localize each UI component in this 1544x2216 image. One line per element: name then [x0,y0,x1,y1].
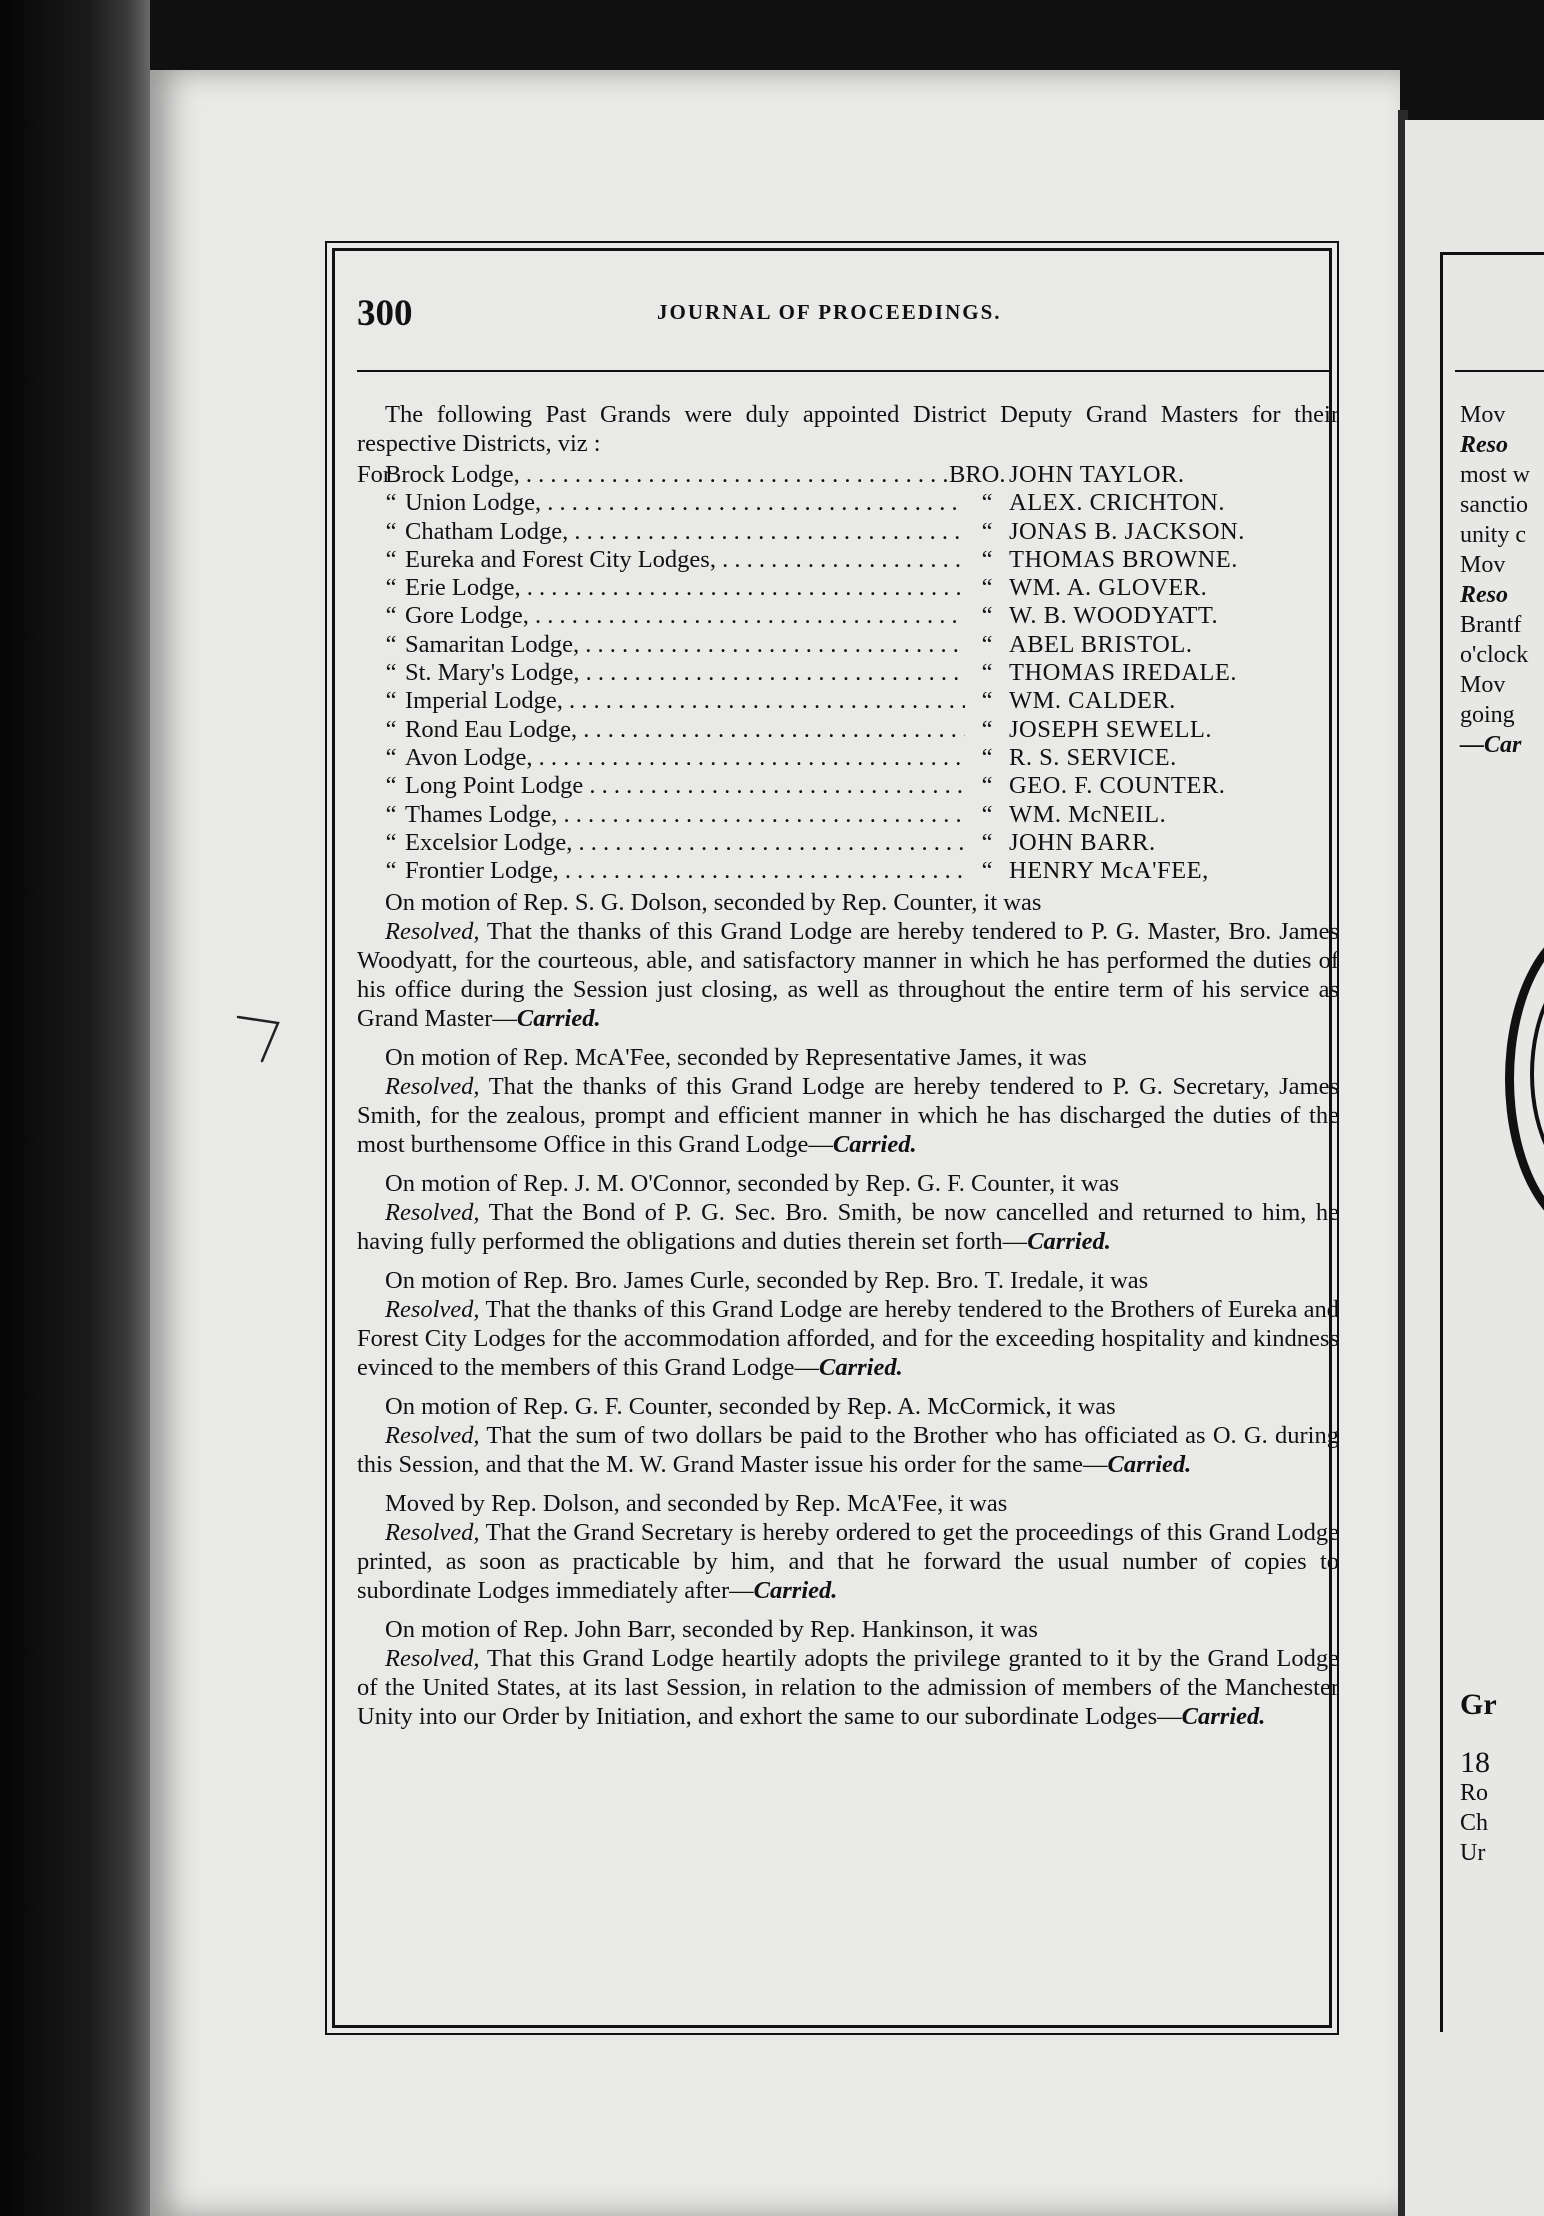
lodge-name: Long Point Lodge . . . [405,771,965,800]
lodge-name: Thames Lodge, . . . [405,800,965,829]
facing-page-spacer [1460,760,1530,1690]
ditto-mark: “ [981,489,993,517]
ditto-mark: “ [385,489,397,517]
motion-line: Moved by Rep. Dolson, and seconded by Rep. McA'Fee, it was [385,1490,1008,1518]
officer-name: JOHN BARR. [1009,828,1156,856]
ditto-mark: “ [981,743,993,771]
facing-page-line: sanctio [1460,492,1528,518]
resolution-paragraph [357,1644,1339,1731]
resolution-paragraph [357,1295,1339,1382]
list-item [357,488,1339,516]
lodge-name: Imperial Lodge, . . . [405,686,965,715]
officer-name: WM. A. GLOVER. [1009,574,1208,602]
ditto-mark: “ [981,574,993,602]
handwritten-margin-mark [230,1005,290,1065]
officer-name: THOMAS BROWNE. [1009,545,1238,573]
list-item [357,517,1339,545]
ditto-mark: “ [981,545,993,573]
facing-page-line: Brantf [1460,612,1522,638]
ditto-mark: “ [385,517,397,545]
facing-page-line: Ur [1460,1840,1486,1866]
ditto-mark: “ [981,715,993,743]
ditto-mark: “ [981,659,993,687]
ditto-mark: “ [385,857,397,885]
appointments-list [357,460,1339,884]
ditto-mark: “ [385,687,397,715]
page-number: 300 [357,293,413,334]
header-rule [357,370,1332,372]
officer-name: R. S. SERVICE. [1009,743,1177,771]
motion-line: On motion of Rep. J. M. O'Connor, seconded by Rep. G. F. Counter, it was [385,1170,1120,1198]
ditto-mark: “ [981,800,993,828]
resolution-text: That the thanks of this Grand Lodge are hereby tendered to P. G. Secretary, James Smith, for the zealous, prompt and efficient manner in which he has discharged the duties of the most burthensome Office in this Grand Lodge— [357,1073,1339,1159]
resolved-word: Resolved, [385,1519,480,1547]
facing-page-line: Reso [1460,582,1508,608]
officer-name: ABEL BRISTOL. [1009,630,1193,658]
motion-line: On motion of Rep. McA'Fee, seconded by Representative James, it was [385,1044,1087,1072]
facing-page-spacer [1460,1720,1530,1748]
lodge-prefix: For [357,461,392,488]
facing-page-frame-side [1440,252,1443,2032]
officer-name: W. B. WOODYATT. [1009,602,1219,630]
list-item [357,856,1339,884]
ditto-mark: “ [981,517,993,545]
facing-page-line: Mov [1460,672,1506,698]
facing-page-line: Reso [1460,432,1508,458]
scan-binding-edge [0,0,150,2216]
list-item [357,658,1339,686]
facing-page-line: Mov [1460,402,1506,428]
resolution-paragraph [357,1421,1339,1479]
officer-name: THOMAS IREDALE. [1009,659,1237,687]
resolved-word: Resolved, [385,1422,480,1450]
ditto-mark: “ [981,630,993,658]
resolved-word: Resolved, [385,1199,480,1227]
facing-page-line: Mov [1460,552,1506,578]
list-item [357,601,1339,629]
officer-name: ALEX. CRICHTON. [1009,489,1225,517]
facing-page-line: —Car [1460,732,1522,758]
ditto-mark: “ [385,574,397,602]
facing-page-line: Gr [1460,1688,1497,1721]
resolved-word: Resolved, [385,918,480,946]
officer-name: HENRY McA'FEE, [1009,857,1209,885]
resolution-paragraph [357,1072,1339,1159]
ditto-mark: “ [385,800,397,828]
motion-line: On motion of Rep. G. F. Counter, seconded by Rep. A. McCormick, it was [385,1393,1116,1421]
carried-word: Carried. [516,1005,601,1033]
resolution-text: That this Grand Lodge heartily adopts the privilege granted to it by the Grand Lodge of the United States, at its last Session, in relation to the admission of members of the Manchester Unity into our Order by Initiation, and exhort the same to our subordinate Lodges— [357,1645,1339,1731]
facing-page-line: unity c [1460,522,1526,548]
resolved-word: Resolved, [385,1645,480,1673]
motion-line: On motion of Rep. Bro. James Curle, seconded by Rep. Bro. T. Iredale, it was [385,1267,1149,1295]
list-item [357,573,1339,601]
resolution-paragraph [357,1198,1339,1256]
list-item [357,545,1339,573]
lodge-name: Samaritan Lodge, . . . [405,630,965,659]
carried-word: Carried. [1107,1451,1192,1479]
carried-word: Carried. [1181,1703,1266,1731]
list-item [357,743,1339,771]
lodge-name: Union Lodge, . . . [405,488,965,517]
officer-name: JOSEPH SEWELL. [1009,715,1212,743]
page-header [357,288,1332,338]
resolution-text: That the sum of two dollars be paid to the Brother who has officiated as O. G. during this Session, and that the M. W. Grand Master issue his order for the same— [357,1422,1339,1479]
resolved-word: Resolved, [385,1296,480,1324]
carried-word: Carried. [818,1354,903,1382]
officer-title: BRO. [949,461,1006,488]
lodge-name: Frontier Lodge, . . . [405,856,965,885]
list-item [357,460,1339,488]
facing-page-line: 18 [1460,1746,1490,1779]
intro-paragraph: The following Past Grands were duly appointed District Deputy Grand Masters for their respective Districts, viz : [357,401,1339,457]
resolution-text: That the thanks of this Grand Lodge are hereby tendered to P. G. Master, Bro. James Woodyatt, for the courteous, able, and satisfactory manner in which he has performed the duties of his office during the Session just closing, as well as throughout the entire term of his service as Grand Master— [357,918,1340,1033]
officer-name: JONAS B. JACKSON. [1009,517,1245,545]
resolution-text: That the thanks of this Grand Lodge are hereby tendered to the Brothers of Eureka and Forest City Lodges for the accommodation afforded, and for the exceeding hospitality and kindness evinced to the members of this Grand Lodge— [357,1296,1339,1382]
resolved-word: Resolved, [385,1073,480,1101]
list-item [357,771,1339,799]
ditto-mark: “ [981,772,993,800]
list-item [357,686,1339,714]
ditto-mark: “ [385,630,397,658]
lodge-name: Brock Lodge, . . . [385,460,949,489]
lodge-name: Avon Lodge, . . . [405,743,965,772]
officer-name: JOHN TAYLOR. [1009,461,1185,488]
officer-name: GEO. F. COUNTER. [1009,772,1226,800]
ditto-mark: “ [981,602,993,630]
lodge-name: Erie Lodge, . . . [405,573,965,602]
page-body [357,400,1339,1731]
carried-word: Carried. [832,1131,917,1159]
motion-line: On motion of Rep. S. G. Dolson, seconded by Rep. Counter, it was [385,889,1042,917]
lodge-name: St. Mary's Lodge, . . . [405,658,965,687]
ditto-mark: “ [385,772,397,800]
ditto-mark: “ [385,828,397,856]
lodge-name: Gore Lodge, . . . [405,601,965,630]
ditto-mark: “ [385,715,397,743]
lodge-name: Chatham Lodge, . . . [405,517,965,546]
resolution-paragraph [357,1518,1339,1605]
facing-page-line: Ch [1460,1810,1489,1836]
lodge-name: Excelsior Lodge, . . . [405,828,965,857]
officer-name: WM. McNEIL. [1009,800,1167,828]
facing-page-line: most w [1460,462,1531,488]
resolution-paragraph [357,917,1339,1033]
facing-page-line: going [1460,702,1515,728]
ditto-mark: “ [981,828,993,856]
ditto-mark: “ [385,602,397,630]
ditto-mark: “ [981,857,993,885]
ditto-mark: “ [981,687,993,715]
motion-line: On motion of Rep. John Barr, seconded by Rep. Hankinson, it was [385,1616,1038,1644]
lodge-name: Eureka and Forest City Lodges, . . . [405,545,965,574]
list-item [357,715,1339,743]
lodge-name: Rond Eau Lodge, . . . [405,715,965,744]
list-item [357,800,1339,828]
officer-name: WM. CALDER. [1009,687,1176,715]
facing-page-frame-top [1440,252,1544,255]
carried-word: Carried. [1027,1228,1111,1256]
carried-word: Carried. [753,1577,838,1605]
facing-page-rule [1455,370,1544,372]
ditto-mark: “ [385,659,397,687]
resolution-text: That the Grand Secretary is hereby ordered to get the proceedings of this Grand Lodge printed, as soon as practicable by him, and that he forward the usual number of copies to subordinate Lodges immediately after— [357,1519,1339,1605]
ditto-mark: “ [385,545,397,573]
ditto-mark: “ [385,743,397,771]
list-item [357,828,1339,856]
list-item [357,630,1339,658]
facing-page-line: o'clock [1460,642,1529,668]
running-head: JOURNAL OF PROCEEDINGS. [657,300,1002,324]
resolution-text: That the Bond of P. G. Sec. Bro. Smith, be now cancelled and returned to him, he having fully performed the obligations and duties therein set forth— [357,1199,1339,1256]
facing-page-line: Ro [1460,1780,1489,1806]
